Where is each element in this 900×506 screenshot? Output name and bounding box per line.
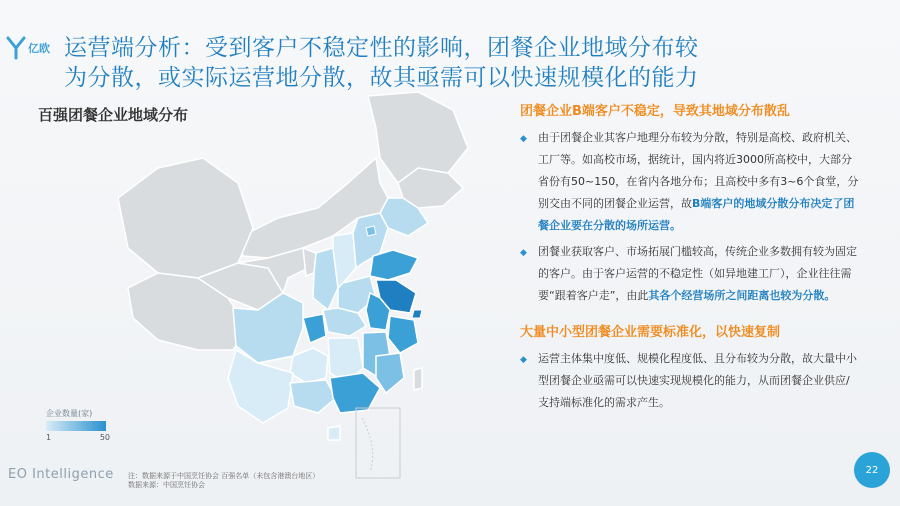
legend-labels: [46, 433, 110, 442]
region-fujian: [376, 353, 404, 393]
region-beijing: [366, 226, 376, 236]
source-line2: 数据来源：中国烹饪协会: [128, 481, 205, 489]
region-xinjiang: [118, 158, 253, 278]
bullet-highlight: 其各个经营场所之间距离也较为分散。: [648, 289, 836, 302]
analysis-panel: [520, 100, 860, 418]
region-hainan: [328, 426, 340, 440]
legend-color-bar: [46, 421, 106, 431]
section1-title: 团餐企业B端客户不稳定，导致其地域分布散乱: [520, 104, 790, 119]
section2-bullet1: [520, 348, 860, 414]
yiou-logo: [6, 28, 52, 68]
china-map: [118, 88, 508, 488]
map-title: 百强团餐企业地域分布: [38, 106, 189, 124]
region-guangdong: [330, 373, 380, 413]
bullet-highlight: B端客户的地域分散分布决定了团餐企业要在分散的场所运营。: [538, 197, 855, 232]
diamond-bullet-icon: ◆: [520, 248, 527, 258]
diamond-bullet-icon: ◆: [520, 134, 527, 144]
legend-title: 企业数量(家): [46, 409, 93, 418]
headline-line1: 运营端分析：受到客户不稳定性的影响，团餐企业地域分布较: [64, 35, 699, 61]
page-headline: [64, 33, 704, 93]
section2-title: 大量中小型团餐企业需要标准化，以快速复制: [520, 325, 781, 340]
bullet-body: 由于团餐企业其客户地理分布较为分散，特别是高校、政府机关、工厂等。如高校市场，据统计，国内将近3000所高校中，大部分省份有50~150，在省内各地分布；且高校中多有3~6个食堂，分别交由不同的团餐企业运营，故: [538, 131, 859, 210]
china-map-svg: [118, 88, 508, 488]
region-chongqing: [303, 314, 326, 343]
region-zhejiang: [388, 316, 418, 353]
source-note: [128, 472, 328, 490]
legend-max: 50: [99, 433, 110, 442]
brand-name: EO Intelligence: [8, 467, 114, 482]
region-taiwan: [414, 368, 422, 390]
page-number: 22: [854, 452, 890, 488]
headline-line2: 为分散，或实际运营地分散，故其亟需可以快速规模化的能力: [64, 65, 699, 91]
region-shandong: [370, 250, 418, 280]
section1-bullet2: [520, 241, 860, 307]
section1-bullet1: [520, 127, 860, 237]
region-guizhou: [290, 348, 328, 383]
map-legend: [46, 408, 126, 442]
legend-min: 1: [46, 433, 52, 442]
bullet-body: 团餐业获取客户、市场拓展门槛较高，传统企业多数拥有较为固定的客户。由于客户运营的不稳定性（如异地建工厂），企业往往需要“跟着客户走”，由此: [538, 245, 857, 302]
bullet-body: 运营主体集中度低、规模化程度低、且分布较为分散，故大量中小型团餐企业亟需可以快速实现规模化的能力，从而团餐企业供应/支持端标准化的需求产生。: [538, 352, 857, 409]
y-logo-icon: [6, 36, 26, 60]
region-guangxi: [290, 380, 336, 413]
region-shanghai: [412, 310, 422, 318]
logo-text: 亿欧: [28, 42, 50, 55]
bullet-text: [538, 241, 860, 307]
bullet-text: [538, 127, 860, 237]
diamond-bullet-icon: ◆: [520, 355, 527, 365]
source-line1: 注：数据来源于中国烹饪协会 百强名单（未包含港澳台地区）: [128, 472, 320, 480]
